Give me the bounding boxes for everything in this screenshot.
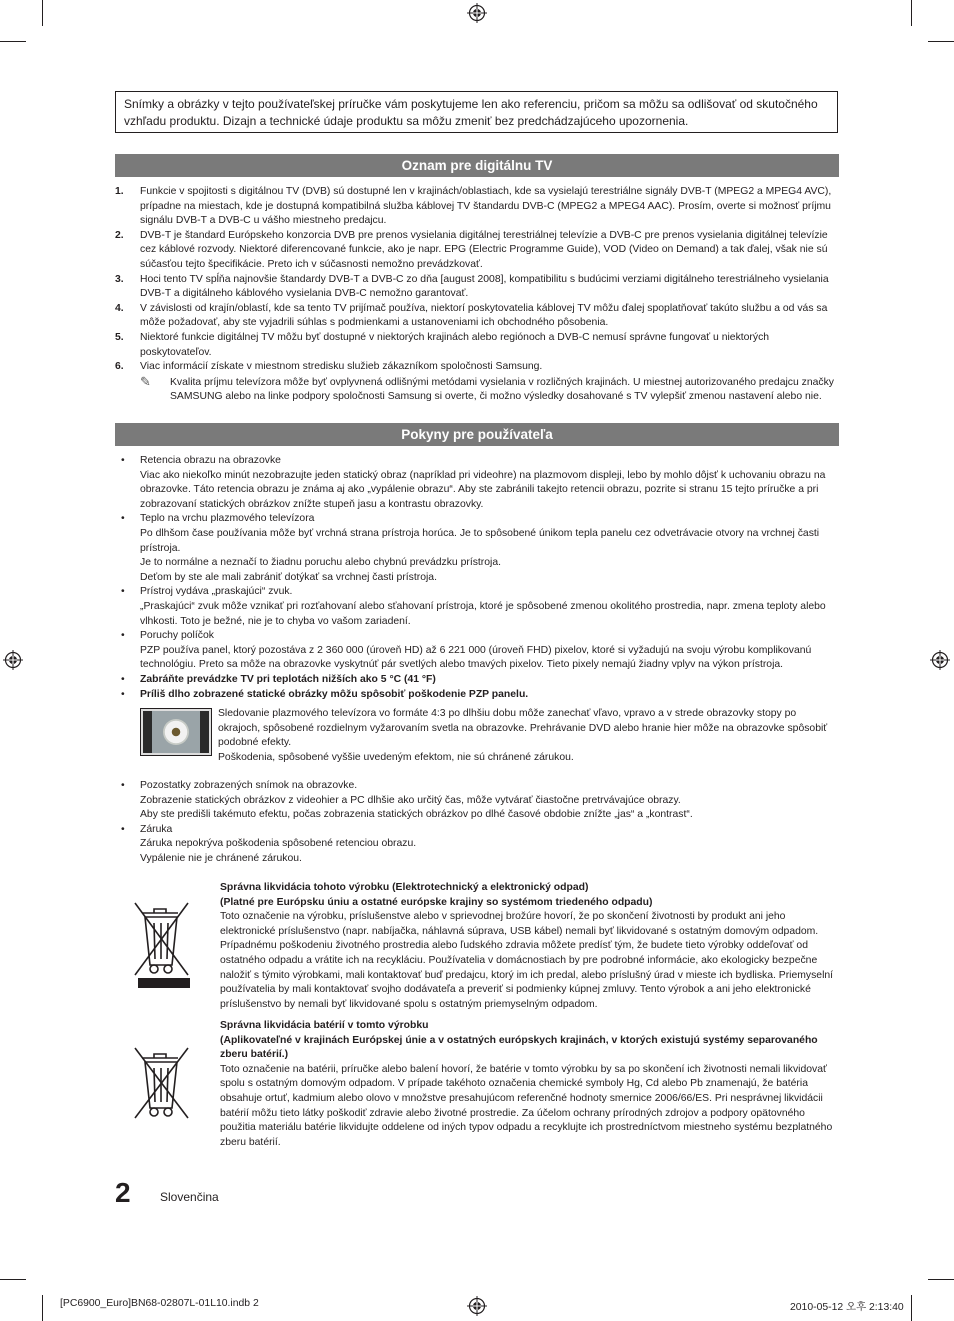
print-slug-date: 2010-05-12 오후 2:13:40: [790, 1302, 904, 1313]
disclaimer-text: Snímky a obrázky v tejto používateľskej príručke vám poskytujeme len ako referenciu, pričom sa môžu sa odlišovať od skutočného vzhľadu produktu. Dizajn a technické údaje produktu sa môžu zmeniť bez predchádzajúceho upozornenia.: [124, 97, 818, 128]
flower-icon: [163, 719, 189, 745]
weee-disposal-text: Správna likvidácia tohoto výrobku (Elektrotechnický a elektronický odpad) (Platné pre Európsku úniu a ostatné európske krajiny so systémom triedeného odpadu) Toto označenie na výrobku, príslušenstve alebo v sprievodnej brožúre hovorí, že po skončení životnosti by produkt ani jeho elektronické príslušenstvo (napr. nabíjačka, náhlavná súprava, USB kábel) nemali byť likvidované s ostatným domovým odpadom. Prípadnému poškodeniu životného prostredia alebo ľudského zdravia môžete predísť tým, že budete tieto výrobky oddeľovať od ostatného odpadu a vrátite ich na recykláciu. Používatelia v domácnostiach by pre podrobné informácie, ako ekologicky bezpečne naložiť s týmito výrobkami, mali kontaktovať buď predajcu, ktorý im ich predal, alebo príslušný úrad v mieste ich bydliska. Priemyselní používatelia by mali kontaktovať svojho dodávateľa a preveriť si podmienky kúpnej zmluvy. Tento výrobok a ani jeho elektronické príslušenstvo by nemali byť likvidované spolu s ostatným priemyselným odpadom.: [220, 882, 834, 1010]
user-instructions-list: [115, 454, 839, 867]
note-text: Kvalita príjmu televízora môže byť ovplyvnená odlišnými metódami vysielania v rozličných krajinách. U miestnej autorizovaného predajcu značky SAMSUNG alebo na linke podpory spoločnosti Samsung si overte, či možno výsledky dosahované s TV vylepšiť zmenou nastavení alebo nie.: [170, 376, 835, 403]
list-item: • Pozostatky zobrazených snímok na obrazovke. Zobrazenie statických obrázkov z videohier a PC dlhšie ako určitý čas, môže vytvárať čiastočne pretrvávajúce obrazy. Aby ste predišli takémuto efektu, počas zobrazenia statických obrázkov po dlhé časové obdobie znížte „jas“ a „kontrast“.: [121, 780, 693, 821]
list-item: 3. Hoci tento TV spĺňa najnovšie štandardy DVB-T a DVB-C zo dňa [august 2008], kompatibilitu s budúcimi verziami digitálneho terestriálneho vysielania DVB-T a digitálneho káblového vysielania DVB-C nemožno garantovať.: [115, 273, 829, 300]
registration-mark-icon: [930, 650, 950, 670]
bullet-icon: •: [121, 586, 125, 598]
crop-mark: [928, 41, 954, 42]
note: [140, 373, 839, 405]
section-title-user-instructions: Pokyny pre používateľa: [115, 423, 839, 446]
list-item: • Príliš dlho zobrazené statické obrázky môžu spôsobiť poškodenie PZP panelu. Sledovanie plazmového televízora vo formáte 4:3 po dlhšiu dobu môže zanechať vľavo, vpravo a v strede obrazovky stopy po okrajoch, spôsobené rozdielnym vyžarovaním svetla na obrazovke. Prehrávanie DVD alebo hranie hier môže na obrazovke spôsobiť podobné efekty. Poškodenia, spôsobené vyššie uvedeným efektom, nie sú chránené zárukou.: [115, 688, 839, 774]
list-item: • Prístroj vydáva „praskajúci“ zvuk. „Praskajúci“ zvuk môže vznikať pri rozťahovaní alebo sťahovaní prístroja, ktoré je spôsobené zmenou okolitého prostredia, napr. zmena teploty alebo vlhkosti. Toto je bežné, nie je to chyba vo vašom zariadení.: [121, 586, 826, 627]
list-item: 5. Niektoré funkcie digitálnej TV môžu byť dostupné v niektorých krajinách alebo regiónoch a DVB-C nemusí správne fungovať u niektorých poskytovateľov.: [115, 331, 770, 358]
crop-mark: [42, 1295, 43, 1321]
crop-mark: [928, 1279, 954, 1280]
footer-language: Slovenčina: [160, 1190, 219, 1204]
digital-tv-list: [115, 185, 839, 405]
disclaimer-box: [115, 91, 838, 133]
note-pencil-icon: ✎: [140, 373, 151, 389]
tv-screen-image: [140, 708, 212, 756]
crop-mark: [42, 0, 43, 26]
crossed-bin-battery-icon: [132, 1040, 194, 1120]
registration-mark-icon: [467, 1296, 487, 1316]
bullet-icon: •: [121, 823, 125, 835]
registration-mark-icon: [3, 650, 23, 670]
bullet-icon: •: [121, 780, 125, 792]
list-item: 4. V závislosti od krajín/oblastí, kde sa tento TV prijímač používa, niektorí poskytovatelia káblovej TV môžu ďalej spoplatňovať takúto službu a od vás sa môže požadovať, aby ste vyjadrili súhlas s podmienkami a ustanoveniami ich obchodného pôsobenia.: [115, 302, 828, 329]
list-item: 1. Funkcie v spojitosti s digitálnou TV (DVB) sú dostupné len v krajinách/oblastiach, kde sa vysielajú terestriálne signály DVB-T (MPEG2 a MPEG4 AVC), prípadne na miestach, kde je dostupná kompatibilná služba káblovej TV štandardu DVB-C (MPEG2 a MPEG4 AAC). Prosím, overte si možnosť príjmu signálu DVB-T a DVB-C u vášho miestneho predajcu.: [115, 186, 832, 227]
battery-disposal-text: Správna likvidácia batérií v tomto výrobku (Aplikovateľné v krajinách Európskej únie a v ostatných európskych krajinách, v ktorých existujú systémy separovaného zberu batérií.) Toto označenie na batérii, príručke alebo balení hovorí, že batérie v tomto výrobku by sa po skončení ich životnosti nemali likvidovať spolu s ostatným domovým odpadom. V prípade takéhoto označenia chemické symboly Hg, Cd alebo Pb znamenajú, že batéria obsahuje ortuť, kadmium alebo olovo v množstve presahujúcom referenčné hodnoty smernice 2006/66/ES. Pri nesprávnej likvidácii batérií môžu tieto látky poškodiť zdravie alebo životné prostredie. Za účelom ochrany prírodných zdrojov a podpory opätovného použitia materiálu batérie likvidujte oddelene od iných typov odpadu a recyklujte ich prostredníctvom miestneho systému bezplatného zberu batérií.: [220, 1020, 833, 1148]
list-item: • Zabráňte prevádzke TV pri teplotách nižších ako 5 °C (41 °F): [115, 673, 839, 688]
bullet-icon: •: [121, 688, 125, 700]
registration-mark-icon: [467, 3, 487, 23]
crop-mark: [911, 0, 912, 26]
list-item: • Poruchy políčok PZP používa panel, ktorý pozostáva z 2 360 000 (úroveň HD) až 6 221 000 (úroveň FHD) pixelov, ktoré si vyžadujú na svoju výrobu komplikovanú technológiu. Preto sa môže na obrazovke vyskytnúť pár svetlých alebo tmavých pixelov. Tieto pixely nemajú žiadny vplyv na výkon prístroja.: [121, 630, 812, 671]
crop-mark: [911, 1295, 912, 1321]
bullet-icon: •: [121, 673, 125, 685]
bullet-icon: •: [121, 630, 125, 642]
list-item: 2. DVB-T je štandard Európskeho konzorcia DVB pre prenos vysielania digitálnej terestriálnej televízie a DVB-C pre prenos vysielania digitálnej televízie cez káblové rozvody. Niektoré diferencované funkcie, ako je napr. EPG (Electric Programme Guide), VOD (Video on Demand) a tak ďalej, však nie sú súčasťou tejto špecifikácie. Preto ich v súčasnosti nemožno prevádzkovať.: [115, 229, 828, 270]
plasma-warning-block: Sledovanie plazmového televízora vo formáte 4:3 po dlhšiu dobu môže zanechať vľavo, vpravo a v strede obrazovky stopy po okrajoch, spôsobené rozdielnym vyžarovaním svetla na obrazovke. Prehrávanie DVD alebo hranie hier môže na obrazovke spôsobiť podobné efekty. Poškodenia, spôsobené vyššie uvedeným efektom, nie sú chránené zárukou.: [140, 707, 839, 773]
section-title-digital-tv: Oznam pre digitálnu TV: [115, 154, 839, 177]
list-item: • Retencia obrazu na obrazovke Viac ako niekoľko minút nezobrazujte jeden statický obraz (napríklad pri videohre) na plazmovom displeji, lebo by mohlo dôjsť k uchovaniu obrazu na obrazovke. Táto retencia obrazu je známa aj ako „vypálenie obrazu“. Aby ste zabránili takejto retencii obrazu, pozrite si stranu 15 tejto príručke a pri zobrazovaní statických obrázkov znížte stupeň jasu a kontrastu obrazovky.: [121, 455, 826, 510]
list-item: 6. Viac informácií získate v miestnom stredisku služieb zákazníkom spoločnosti Samsung. ✎ Kvalita príjmu televízora môže byť ovplyvnená odlišnými metódami vysielania v rozličných krajinách. U miestnej autorizovaného predajcu značky SAMSUNG alebo na linke podpory spoločnosti Samsung si overte, či možno výsledky dosahované s TV vylepšiť zmenou nastavení alebo nie.: [115, 360, 839, 405]
list-item: • Teplo na vrchu plazmového televízora Po dlhšom čase používania môže byť vrchná strana prístroja horúca. Je to spôsobené únikom tepla panelu cez odvetrávacie otvory na vrchnej časti prístroja. Je to normálne a neznačí to žiadnu poruchu alebo chybnú prevádzku prístroja. Deťom by ste ale mali zabrániť dotýkať sa vrchnej časti prístroja.: [121, 513, 820, 583]
bullet-icon: •: [121, 455, 125, 466]
crop-mark: [0, 1279, 26, 1280]
print-slug-file: [PC6900_Euro]BN68-02807L-01L10.indb 2: [60, 1298, 259, 1309]
page-number: 2: [115, 1177, 131, 1208]
bullet-icon: •: [121, 513, 125, 525]
crossed-bin-weee-icon: [132, 895, 194, 990]
crop-mark: [0, 41, 26, 42]
list-item: • Záruka Záruka nepokrýva poškodenia spôsobené retenciou obrazu. Vypálenie nie je chránené zárukou.: [121, 823, 417, 865]
